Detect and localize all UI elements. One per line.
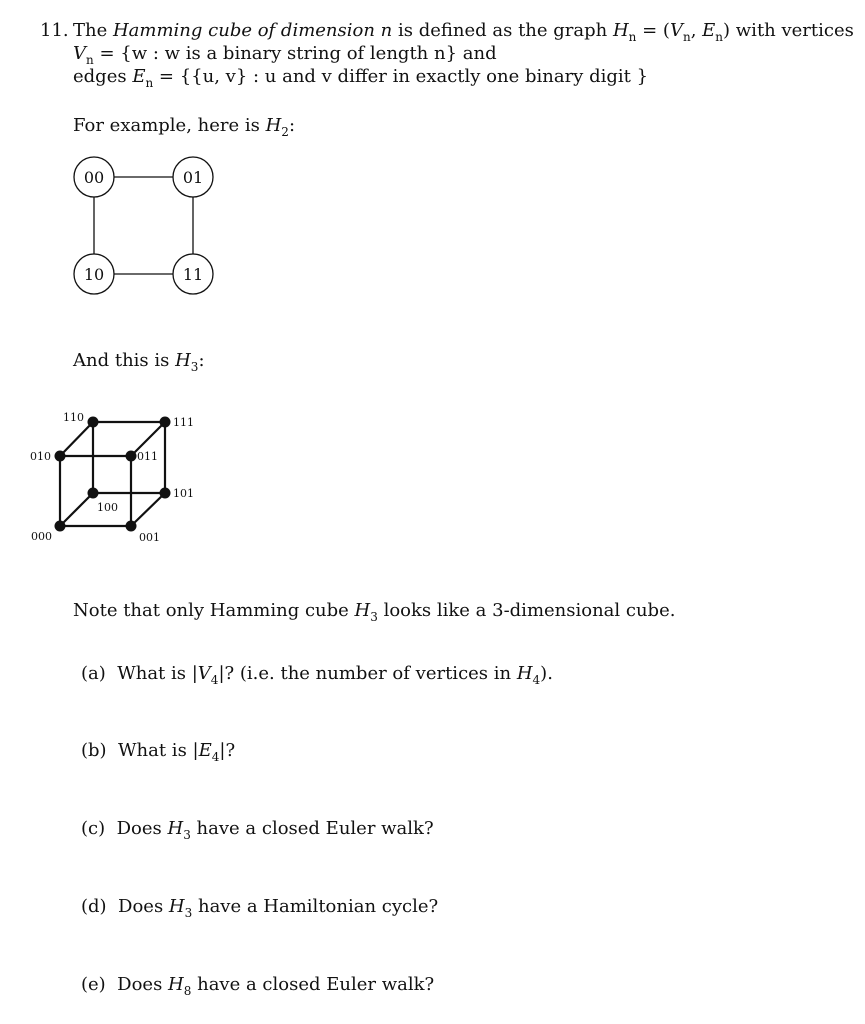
- subscript: n: [145, 76, 154, 90]
- text: The: [73, 20, 113, 41]
- h2-graph: [60, 150, 230, 300]
- problem-line-1: The Hamming cube of dimension n is defined as the graph $H_n = (V_n$, $E_n$) with vertices: [73, 20, 854, 44]
- text: For example, here is: [73, 115, 266, 136]
- question-a: [81, 663, 553, 686]
- symbol: H: [354, 600, 371, 621]
- label-010: 010: [30, 450, 51, 463]
- subscript: n: [628, 30, 637, 44]
- question-b: [81, 740, 235, 763]
- text: |?: [219, 740, 236, 761]
- text: have a closed Euler walk?: [190, 818, 434, 839]
- symbol: H: [168, 896, 185, 917]
- text: What is |: [118, 740, 199, 761]
- subscript: 4: [210, 673, 219, 687]
- subscript: 4: [211, 750, 220, 764]
- h3-intro: And this is $H_3$:: [73, 350, 205, 374]
- vertex-111: [160, 417, 171, 428]
- node-label-11: 11: [182, 265, 204, 284]
- subscript: 8: [183, 984, 192, 998]
- question-label: (d): [81, 896, 107, 917]
- subscript: 3: [184, 906, 193, 920]
- symbol: E: [702, 20, 716, 41]
- text: is defined as the graph: [392, 20, 613, 41]
- question-label: (c): [81, 818, 106, 839]
- h2-intro: For example, here is $H_2$:: [73, 115, 296, 139]
- symbol: H: [265, 115, 282, 136]
- question-e: [81, 974, 434, 997]
- label-111: 111: [173, 416, 194, 429]
- question-d: [81, 896, 438, 919]
- problem-line-3: [73, 66, 648, 89]
- text: Note that only Hamming cube: [73, 600, 355, 621]
- text: have a closed Euler walk?: [191, 974, 435, 995]
- node-label-00: 00: [83, 168, 105, 187]
- vertex-011: [126, 451, 137, 462]
- label-001: 001: [139, 531, 160, 544]
- text: = {{u, v} : u and v differ in exactly one binary digit }: [153, 66, 649, 87]
- symbol: H: [516, 663, 533, 684]
- text: ) with vertices: [723, 20, 854, 41]
- text: Does: [118, 896, 169, 917]
- problem-number: 11.: [40, 20, 69, 41]
- label-011: 011: [137, 450, 158, 463]
- subscript: n: [682, 30, 691, 44]
- subscript: 3: [370, 610, 378, 624]
- h3-graph: [25, 405, 205, 550]
- vertex-000: [55, 521, 66, 532]
- vertex-010: [55, 451, 66, 462]
- symbol: V: [73, 43, 86, 64]
- vertex-001: [126, 521, 137, 532]
- symbol: H: [168, 974, 184, 995]
- symbol: E: [132, 66, 146, 87]
- text: Does: [116, 818, 168, 839]
- subscript: n: [715, 30, 724, 44]
- text: = (: [636, 20, 670, 41]
- text: looks like a 3-dimensional cube.: [377, 600, 676, 621]
- question-label: (b): [81, 740, 107, 761]
- text: have a Hamiltonian cycle?: [192, 896, 439, 917]
- question-c: [81, 818, 434, 841]
- vertex-110: [88, 417, 99, 428]
- label-000: 000: [31, 530, 52, 543]
- label-110: 110: [63, 411, 84, 424]
- text: |? (i.e. the number of vertices in: [218, 663, 517, 684]
- note: [73, 600, 675, 623]
- symbol: V: [197, 663, 211, 684]
- text: What is |: [117, 663, 198, 684]
- symbol: H: [175, 350, 191, 371]
- question-label: (a): [81, 663, 106, 684]
- problem-line-2: [73, 43, 497, 66]
- subscript: 3: [183, 828, 191, 842]
- subscript: 3: [190, 360, 199, 374]
- symbol: V: [669, 20, 683, 41]
- node-label-10: 10: [83, 265, 105, 284]
- node-label-01: 01: [182, 168, 204, 187]
- label-100: 100: [97, 501, 118, 514]
- text: And this is: [73, 350, 176, 371]
- vertex-101: [160, 488, 171, 499]
- text: ).: [540, 663, 553, 684]
- subscript: 2: [281, 125, 289, 139]
- symbol: H: [167, 818, 184, 839]
- defined-term: Hamming cube of dimension n: [112, 20, 393, 41]
- subscript: 4: [532, 673, 541, 687]
- text: Does: [117, 974, 169, 995]
- text: edges: [73, 66, 133, 87]
- question-label: (e): [81, 974, 106, 995]
- subscript: n: [86, 53, 94, 67]
- vertex-100: [88, 488, 99, 499]
- text: = {w : w is a binary string of length n} and: [93, 43, 497, 64]
- symbol: H: [612, 20, 629, 41]
- symbol: E: [198, 740, 212, 761]
- label-101: 101: [173, 487, 194, 500]
